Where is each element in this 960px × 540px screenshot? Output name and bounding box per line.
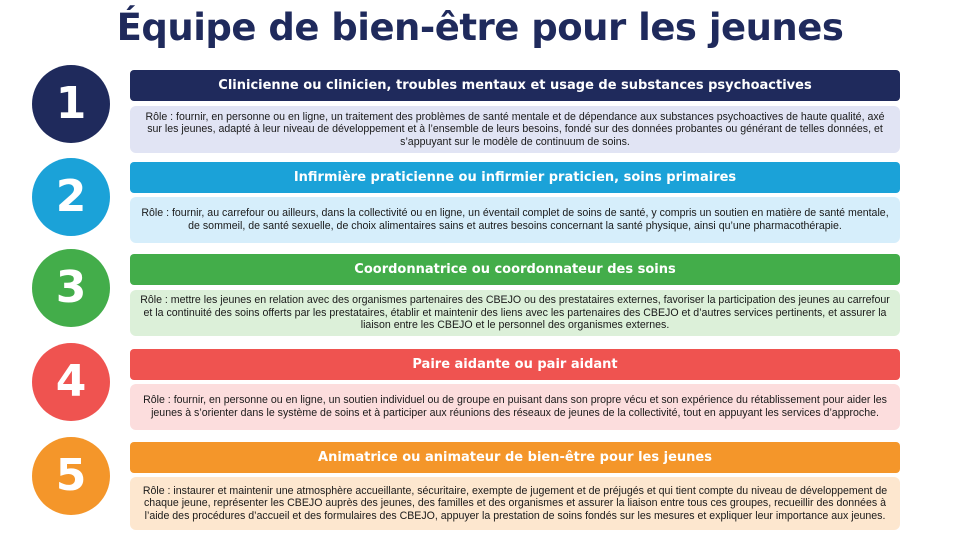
role-description-nurse-practitioner [130,197,900,243]
role-description-text: Rôle : fournir, en personne ou en ligne, un traitement des problèmes de santé mentale et de dépendance aux substances psychoactives de haute qualité, axé sur les jeunes, adapté à leur niveau de développement et à l’ensemble de leurs besoins, fondé sur des données probantes ou générant de telles données, et s’appuyant sur le modèle de continuum de soins. [145,110,885,148]
role-description-text: Rôle : instaurer et maintenir une atmosphère accueillante, sécuritaire, exempte de jugement et de préjugés et qui tient compte du niveau de développement de chaque jeune, représenter les CBEJO auprès des jeunes, des familles et des organismes et assurer la liaison entre tous ces groupes, recueillir des données à l’aide des procédures d’accueil et des formulaires des CBEJO, appuyer la prestation de soins fondés sur les mesures et expliquer leur importance aux jeunes. [142,484,888,522]
step-number-5: 5 [32,437,110,515]
role-heading-peer-support: Paire aidante ou pair aidant [130,349,900,380]
role-heading-wellness-facilitator: Animatrice ou animateur de bien-être pour les jeunes [130,442,900,473]
role-heading-nurse-practitioner: Infirmière praticienne ou infirmier praticien, soins primaires [130,162,900,193]
role-heading-clinician: Clinicienne ou clinicien, troubles mentaux et usage de substances psychoactives [130,70,900,101]
role-description-text: Rôle : mettre les jeunes en relation avec des organismes partenaires des CBEJO ou des prestataires externes, favoriser la participation des jeunes au carrefour et la continuité des soins offerts par les prestataires, établir et maintenir des liens avec les partenaires des CBEJO et d’autres services pertinents, et assurer la liaison entre les CBEJO et le personnel des organismes externes. [140,294,890,332]
role-description-text: Rôle : fournir, au carrefour ou ailleurs, dans la collectivité ou en ligne, un éventail complet de soins de santé, y compris un soutien en matière de santé mentale, de sommeil, de santé sexuelle, de choix alimentaires sains et autres besoins concernant la santé physique, ainsi qu’une pharmacothérapie. [141,207,889,232]
step-number-3: 3 [32,249,110,327]
role-description-care-coordinator [130,290,900,336]
role-description-clinician [130,106,900,153]
step-number-4: 4 [32,343,110,421]
role-heading-care-coordinator: Coordonnatrice ou coordonnateur des soins [130,254,900,285]
role-description-text: Rôle : fournir, en personne ou en ligne, un soutien individuel ou de groupe en puisant dans son propre vécu et son expérience du rétablissement pour aider les jeunes à s’orienter dans le système de soins et à participer aux réunions des réseaux de jeunes de la collectivité, tout en appuyant les services d’approche. [143,394,887,419]
step-number-1: 1 [32,65,110,143]
role-description-peer-support [130,384,900,430]
role-description-wellness-facilitator [130,477,900,530]
step-number-2: 2 [32,158,110,236]
page-title: Équipe de bien-être pour les jeunes [116,6,844,49]
